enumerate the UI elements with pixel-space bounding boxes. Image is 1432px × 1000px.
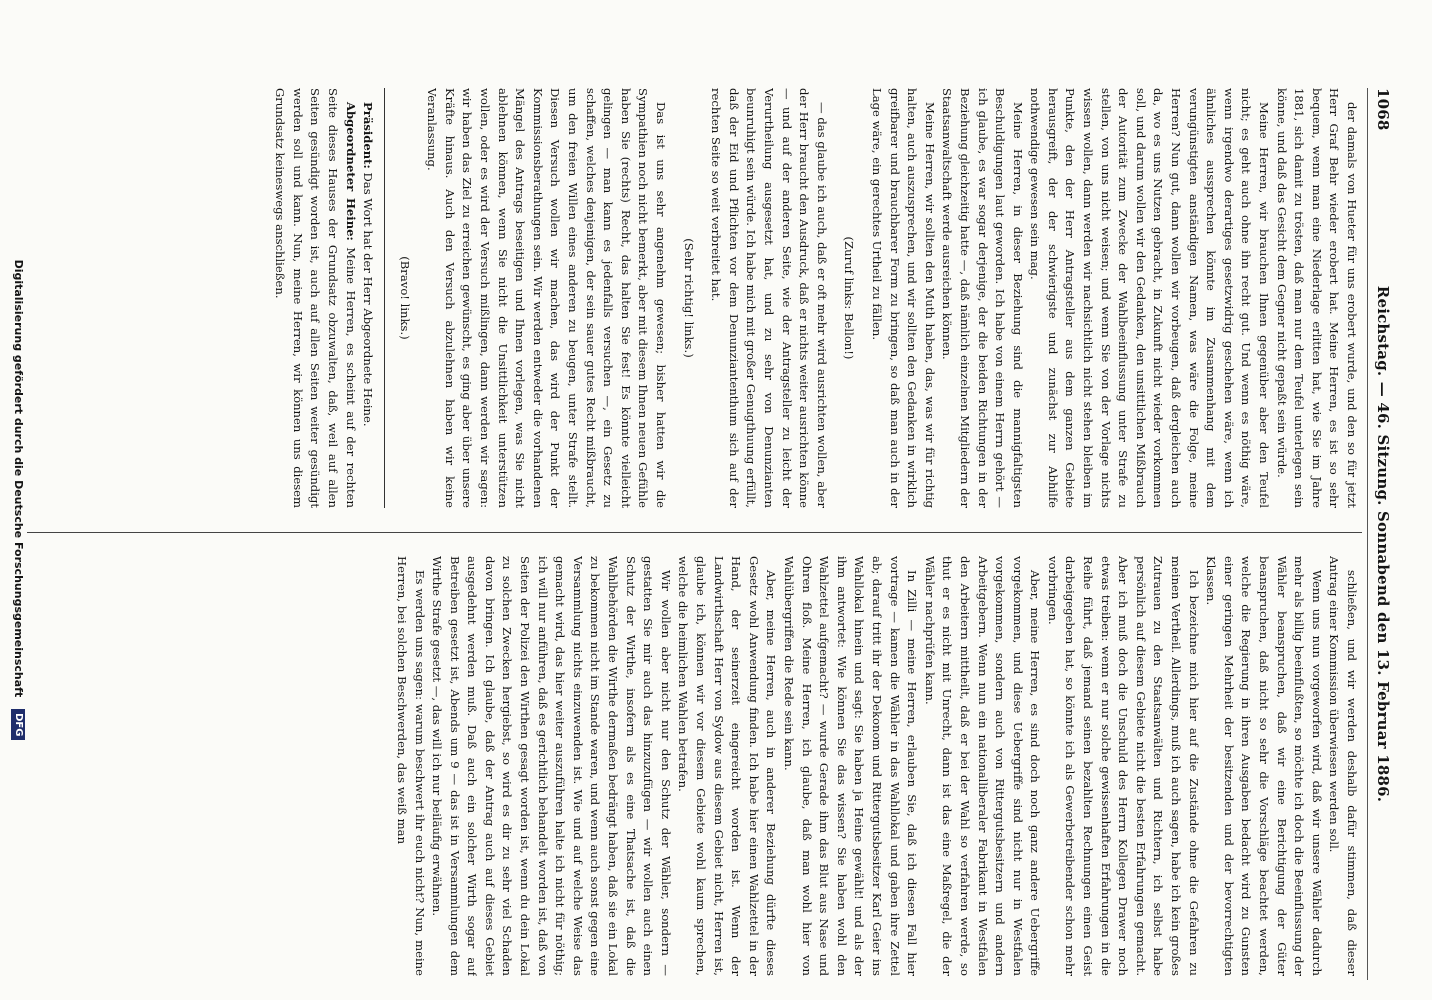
digitization-footer bbox=[6, 0, 30, 1000]
left-paragraph-5: — das glaube ich auch, daß er oft mehr wird ausrichten wollen, aber der Herr braucht den Ausdruck, daß er nichts weiter ausrichten könne — und auf der anderen Seite, wie der Antragsteller zu leicht der Verurtheilung ausgesetzt hat, und zu sehr von Denunzianten beunruhigt sein würde. Ich habe mich mit großer Genugthuung erfüllt, daß der Eid und Pflichten vor dem Denunziantenthum sich auf der rechten Seite so weit verbreitet hat. bbox=[709, 88, 829, 508]
footer-text: Digitalisierung gefördert durch die Deutsche Forschungsgemeinschaft bbox=[12, 259, 25, 698]
right-paragraph-6: Aber, meine Herren, auch in anderer Beziehung dürfte dieses Gesetz wohl Anwendung finden. Ich habe hier einen Wahlzettel in der Hand, der seinerzeit eingereicht worden ist. Wenn der Landwirthschaft Herr von Sydow aus diesem Gebiet nicht, Herren ist, glaube ich, können wir vor diesem Gebiete wohl kaum sprechen, welche die heimlichen Wahlen betrafen. bbox=[676, 556, 779, 976]
right-paragraph-8: Es werden uns sagen: warum beschwert ihr euch nicht? Nun, meine Herren, bei solchen Beschwerden, das weiß man bbox=[394, 556, 427, 976]
right-paragraph-7: Wir wollen aber nicht nur den Schutz der Wähler, sondern — gestatten Sie mir auch das hinzuzufügen — wir wollen auch einen Schutz der Wirthe, insofern als es eine Thatsache ist, daß die Wahlbehörden die Wirthe dermaßen bedrängt haben, daß sie ein Lokal zu bekommen nicht im Stande waren, und wenn auch sonst gegen eine Versammlung nichts einzuwenden ist. Wie und auf welche Weise das gemacht wird, das hier weiter auszuführen halte ich nicht für nöthig; ich will nur anführen, daß es gerichtlich behandelt worden ist, daß von Seiten der Polizei den Wirthen gesagt worden ist, wenn du dein Lokal zu solchen Zwecken hergiebst, so wird es dir zu sehr viel Schaden davon bringen. Ich glaube, daß der Antrag auch auf dieses Gebiet ausgedehnt werden muß. Daß auch ein solcher Wirth sogar auf Betreiben gesetzt ist, Abends um 9 — das ist in Versammlungen dem Wirthe Strafe gesetzt —, das will ich nur beiläufig erwähnen. bbox=[430, 556, 673, 976]
right-paragraph-1: schließen, und wir werden deshalb dafür stimmen, daß dieser Antrag einer Kommission überwiesen werden soll. bbox=[1327, 556, 1359, 976]
header-rule bbox=[1367, 88, 1368, 980]
right-column bbox=[30, 556, 1360, 976]
interjection-bellon: (Zuruf links: Bellon!) bbox=[842, 236, 857, 360]
speaker-president: Präsident: bbox=[361, 102, 376, 169]
page-header bbox=[1370, 88, 1392, 1000]
interjection-sehr-richtig: (Sehr richtig! links.) bbox=[681, 238, 696, 358]
speaker-heine: Abgeordneter Heine: bbox=[343, 102, 358, 241]
dfg-logo: DFG bbox=[11, 709, 25, 740]
right-paragraph-4: Aber, meine Herren, es sind doch noch ganz andere Uebergriffe vorgekommen, und diese Uebergriffe sind nicht nur in Westfalen vorgekommen, sondern auch von Rittergutsbesitzern und andern Arbeitgebern. Wenn nun ein nationalliberaler Fabrikant in Westfalen den Arbeitern mittheilt, daß er bei der Wahl so verfahren werde, so thut er es nicht mit Unrecht, dann ist das eine Maßregel, die der Wähler nachprüfen kann. bbox=[922, 556, 1043, 976]
left-paragraph-1: der damals von Hueter für uns erobert wurde, und den so für jetzt Herr Graf Behr wieder erobert hat. Meine Herren, es ist so sehr bequem, wenn man eine Niederlage erlitten hat, wie Sie im Jahre 1881, sich damit zu trösten, daß man nur dem Teufel unterlegen sein könne, und daß das Gesicht dem Gegner nicht gepaßt sein würde. bbox=[1274, 88, 1359, 508]
president-text: Das Wort hat der Herr Abgeordnete Heine. bbox=[361, 172, 376, 427]
page-title: Reichstag. — 46. Sitzung. Sonnabend den 13. Februar 1886. bbox=[1374, 285, 1392, 803]
heine-text: Meine Herren, es scheint auf der rechten Seite dieses Hauses der Grundsatz obzuwalten, daß, weil auf allen Seiten gesündigt worden ist, auch auf allen Seiten weiter gesündigt werden soll und kann. Nun, meine Herren, wir können uns diesem Grundsatz keineswegs anschließen. bbox=[273, 88, 358, 508]
heine-statement bbox=[271, 88, 359, 508]
left-paragraph-6: Das ist uns sehr angenehm gewesen; bisher hatten wir die Sympathien noch nicht bemerkt, aber mit diesem Ihnen neuen Gefühle haben Sie (rechts) Recht, das halten Sie fest! Es könnte vielleicht gelingen — man kann es jedenfalls versuchen —, ein Gesetz zu schaffen, welches denjenigen, der sein sauer gutes Recht mißbraucht, um den freien Willen eines anderen zu beugen, unter Strafe stellt. Diesen Versuch wollen wir machen, das wird der Punkt der Kommissionsberathungen sein. Wir werden entweder die vorhandenen Mängel des Antrags beseitigen und Ihnen vorlegen, was Sie nicht ablehnen können, wenn Sie nicht die Unsittlichkeit unterstützen wollen, oder es wird der Versuch mißlingen, dann werden wir sagen: wir haben das Ziel zu erreichen gewünscht, es ging aber über unsere Kräfte hinaus. Auch den Versuch abzulehnen haben wir keine Veranlassung. bbox=[425, 88, 669, 508]
right-paragraph-3: Ich bezeichne mich hier auf die Zustände ohne die Gefahren zu meinen Vertheil. Allerdings, muß ich auch sagen, habe ich kein großes Zutrauen zu den Staatsanwälten und Richtern, ich selbst habe persönlich auf diesem Gebiete nicht die besten Erfahrungen gemacht. Aber ich muß doch die Unschuld des Herrn Kollegen Drawer noch etwas treiben: wenn er nur solche gewissenhaften Erfahrungen in die Reihe führt, daß jemand seinen bezahlten Rechnungen einen Geist darbeigegeben hat, so könnte ich als Gewerbetreibender schon mehr vorbringen. bbox=[1045, 556, 1201, 976]
section-rule bbox=[384, 88, 385, 508]
column-divider bbox=[27, 532, 1362, 533]
left-paragraph-4: Meine Herren, wir sollten den Muth haben, das, was wir für richtig halten, auch auszusprechen, und wir sollten den Gedanken in wirklich greifbarer und brauchbarer Form zu bringen, so daß man auch in der Lage wäre, ein gerechtes Urtheil zu fällen. bbox=[869, 88, 937, 508]
left-paragraph-2: Meine Herren, wir brauchen Ihnen gegenüber aber den Teufel nicht; es geht auch ohne ihn recht gut. Und wenn es nöthig wäre, wenn irgendwo derartiges gesetzwidrig geschehen wäre, wenn ich ähnliches aussprechen könnte im Zusammenhang mit dem verungünstigten anständigen Namen, was wäre die Folge, meine Herren? Nun gut, dann wollen wir vorbeugen, daß dergleichen auch da, wo es uns Nutzen gebracht, in Zukunft nicht wieder vorkommen soll, und darum wollen wir den Gedanken, den unsittlichen Mißbrauch der Autorität zum Zwecke der Wahlbeeinflussung unter Strafe zu stellen, von uns nicht weisen; und wenn Sie von der Vorlage nichts wissen wollen, dann werden wir nachsichtlich nicht stehen bleiben im Punkte, den der Herr Antragsteller aus dem ganzen Gebiete herausgreift, der der schwierigste und zunächst zur Abhilfe nothwendige gewesen sein mag. bbox=[1028, 88, 1272, 508]
right-paragraph-2: Wenn uns nun vorgeworfen wird, daß wir unsere Wähler dadurch mehr als billig beeinflußten, so möchte ich doch die Beeinflussung der Wähler beanspruchen, daß wir eine Berichtigung der Güter beanspruchen, daß nicht so sehr die Vorschläge beachtet werden, welche die Regierung in ihren Ausgaben bedacht wird zu Gunsten einer geringen Mehrheit der besitzenden und der bevorrechtigten Klassen. bbox=[1204, 556, 1324, 976]
right-paragraph-5: In Zilli — meine Herren, erlauben Sie, daß ich diesen Fall hier vortrage — kamen die Wähler in das Wahllokal und gaben ihre Zettel ab; darauf tritt ihr der Dekonom und Rittergutsbesitzer Karl Geier ins Wahllokal hinein und sagt: Sie haben ja Heine gewählt! und als der ihm antwortet: Wie können Sie das wissen? Sie haben wohl den Wahlzettel aufgemacht? — wurde Gerade ihm das Blut aus Nase und Ohren floß. Meine Herren, ich glaube, daß man wohl hier von Wahlübergriffen die Rede sein kann. bbox=[782, 556, 920, 976]
left-column bbox=[30, 88, 1360, 508]
left-paragraph-3: Meine Herren, in dieser Beziehung sind die mannigfaltigsten Beschuldigungen laut geworden. Ich habe von einem Herrn gehört — ich glaube, es war sogar derjenige, der die beiden Richtungen in der Beziehung gleichzeitig hatte —, daß nämlich einzelnen Mitgliedern der Staatsanwaltschaft werde ausreichen können. bbox=[940, 88, 1025, 508]
president-statement bbox=[359, 88, 377, 508]
page-number: 1068 bbox=[1374, 88, 1392, 131]
interjection-bravo: (Bravo! links.) bbox=[397, 256, 412, 340]
